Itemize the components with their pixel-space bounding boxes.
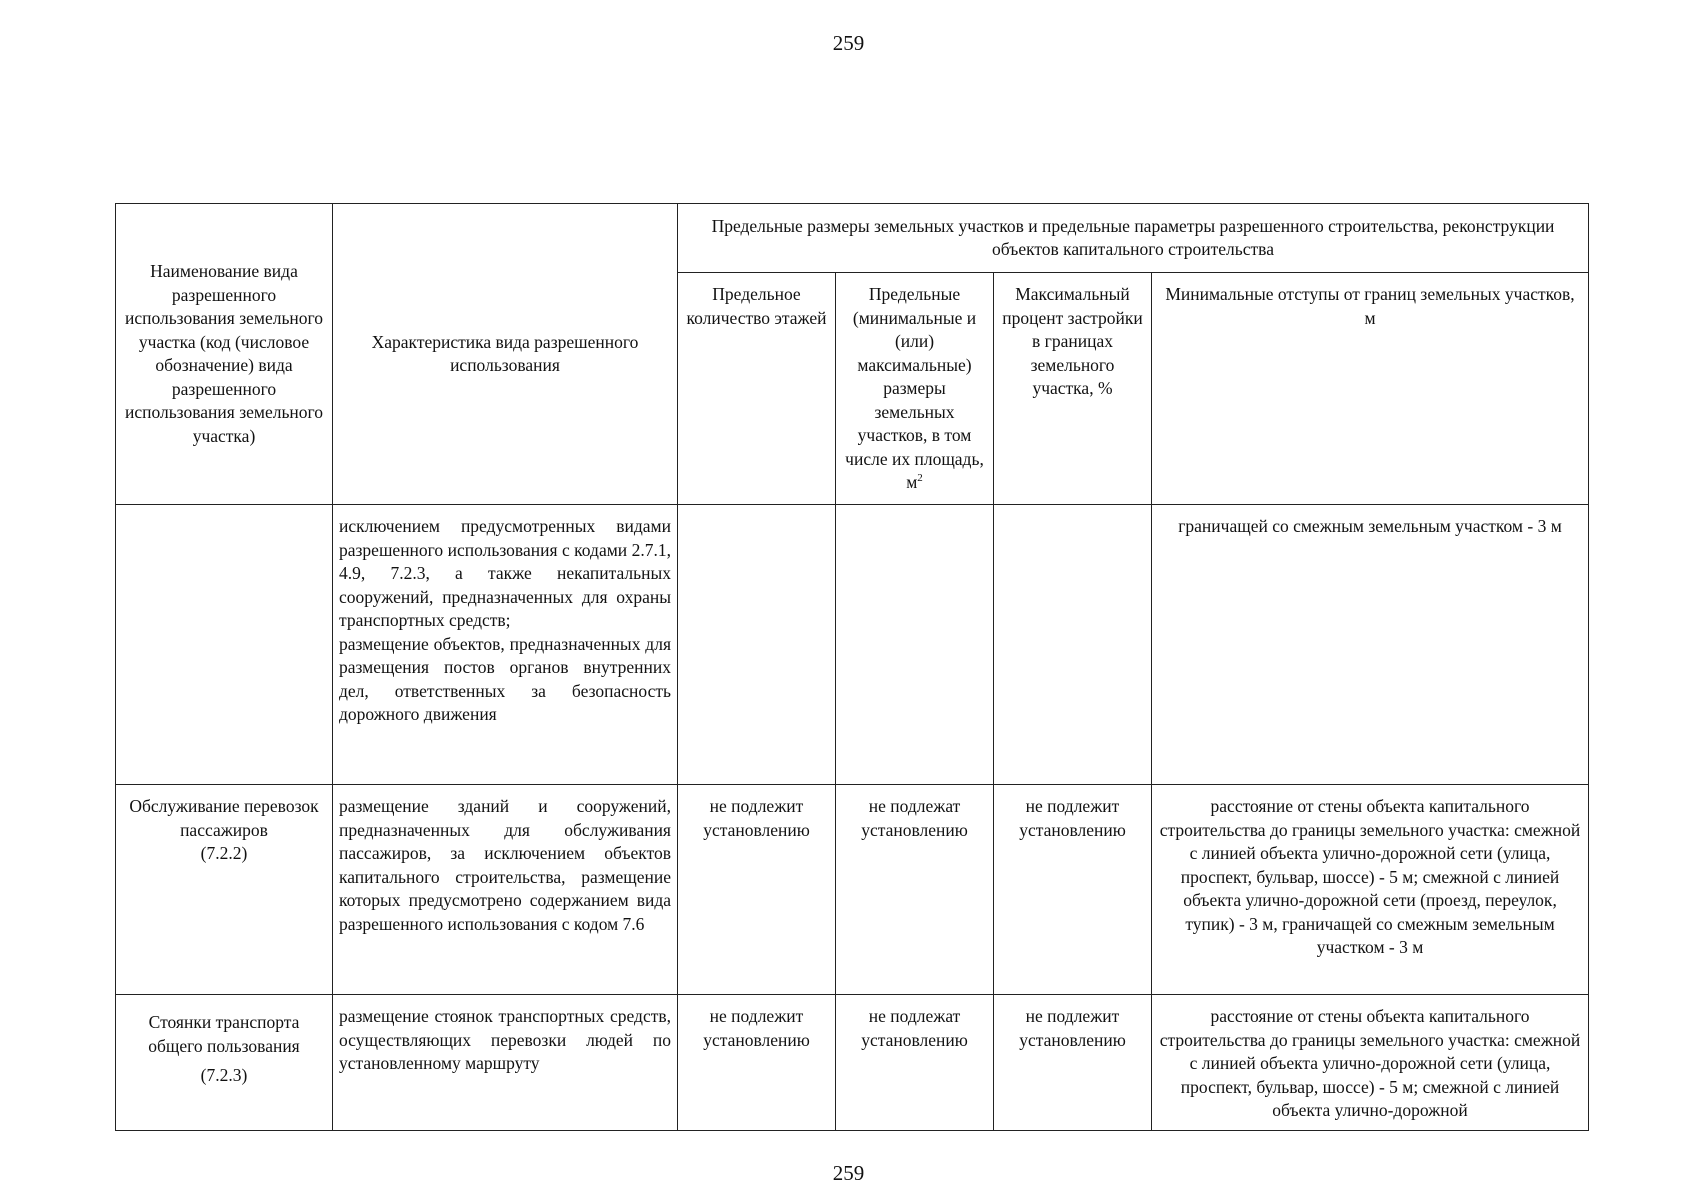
table-row <box>116 785 1589 995</box>
row-floors <box>678 505 836 785</box>
characteristic-paragraph: размещение стоянок транспортных средств, осуществляющих перевозки людей по установленному маршруту <box>339 1006 671 1073</box>
row-setbacks: расстояние от стены объекта капитального строительства до границы земельного участка: смежной с линией объекта улично-дорожной сети (улица, проспект, бульвар, шоссе) - 5 м; смежной с линией объекта улично-дорожной сети (проезд, переулок, тупик) - 3 м, граничащей со смежным земельным участком - 3 м <box>1152 785 1589 995</box>
row-sizes: не подлежат установлению <box>836 785 994 995</box>
page-number-bottom: 259 <box>832 1161 865 1185</box>
characteristic-paragraph: размещение объектов, предназначенных для размещения постов органов внутренних дел, ответственных за безопасность дорожного движения <box>339 633 671 724</box>
characteristic-paragraph: исключением предусмотренных видами разрешенного использования с кодами 2.7.1, 4.9, 7.2.3, а также некапитальных сооружений, предназначенных для охраны транспортных средств; <box>339 516 671 630</box>
row-code: (7.2.3) <box>200 1065 248 1085</box>
row-characteristic <box>333 505 678 785</box>
row-floors: не подлежит установлению <box>678 995 836 1131</box>
table-row <box>116 505 1589 785</box>
header-limits-group: Предельные размеры земельных участков и предельные параметры разрешенного строительства, реконструкции объектов капитального строительства <box>678 204 1589 273</box>
land-use-table <box>115 203 1589 1131</box>
row-characteristic <box>333 995 678 1131</box>
header-name: Наименование вида разрешенного использования земельного участка (код (числовое обозначение) вида разрешенного использования земельного участка) <box>116 204 333 505</box>
row-code: (7.2.2) <box>200 843 248 863</box>
row-percent: не подлежит установлению <box>994 785 1152 995</box>
header-sizes-sup: 2 <box>917 472 923 485</box>
row-characteristic <box>333 785 678 995</box>
characteristic-paragraph: размещение зданий и сооружений, предназначенных для обслуживания пассажиров, за исключением объектов капитального строительства, размещение которых предусмотрено содержанием вида разрешенного использования с кодом 7.6 <box>339 796 671 934</box>
row-setbacks: расстояние от стены объекта капитального строительства до границы земельного участка: смежной с линией объекта улично-дорожной сети (улица, проспект, бульвар, шоссе) - 5 м; смежной с линией объекта улично-дорожной <box>1152 995 1589 1131</box>
row-name-cell <box>116 785 333 995</box>
row-name: Обслуживание перевозок пассажиров <box>129 796 319 840</box>
table-row <box>116 995 1589 1131</box>
row-name: Стоянки транспорта общего пользования <box>148 1012 300 1056</box>
page-number-top: 259 <box>832 31 865 55</box>
header-setbacks: Минимальные отступы от границ земельных участков, м <box>1152 273 1589 505</box>
header-characteristic: Характеристика вида разрешенного использования <box>333 204 678 505</box>
row-setbacks: граничащей со смежным земельным участком - 3 м <box>1152 505 1589 785</box>
row-name-cell <box>116 995 333 1131</box>
header-sizes <box>836 273 994 505</box>
row-sizes <box>836 505 994 785</box>
row-name-cell <box>116 505 333 785</box>
row-percent <box>994 505 1152 785</box>
header-floors: Предельное количество этажей <box>678 273 836 505</box>
header-percent: Максимальный процент застройки в границах земельного участка, % <box>994 273 1152 505</box>
row-sizes: не подлежат установлению <box>836 995 994 1131</box>
header-sizes-text: Предельные (минимальные и (или) максимальные) размеры земельных участков, в том числе их площадь, м <box>845 284 984 492</box>
row-floors: не подлежит установлению <box>678 785 836 995</box>
row-percent: не подлежит установлению <box>994 995 1152 1131</box>
